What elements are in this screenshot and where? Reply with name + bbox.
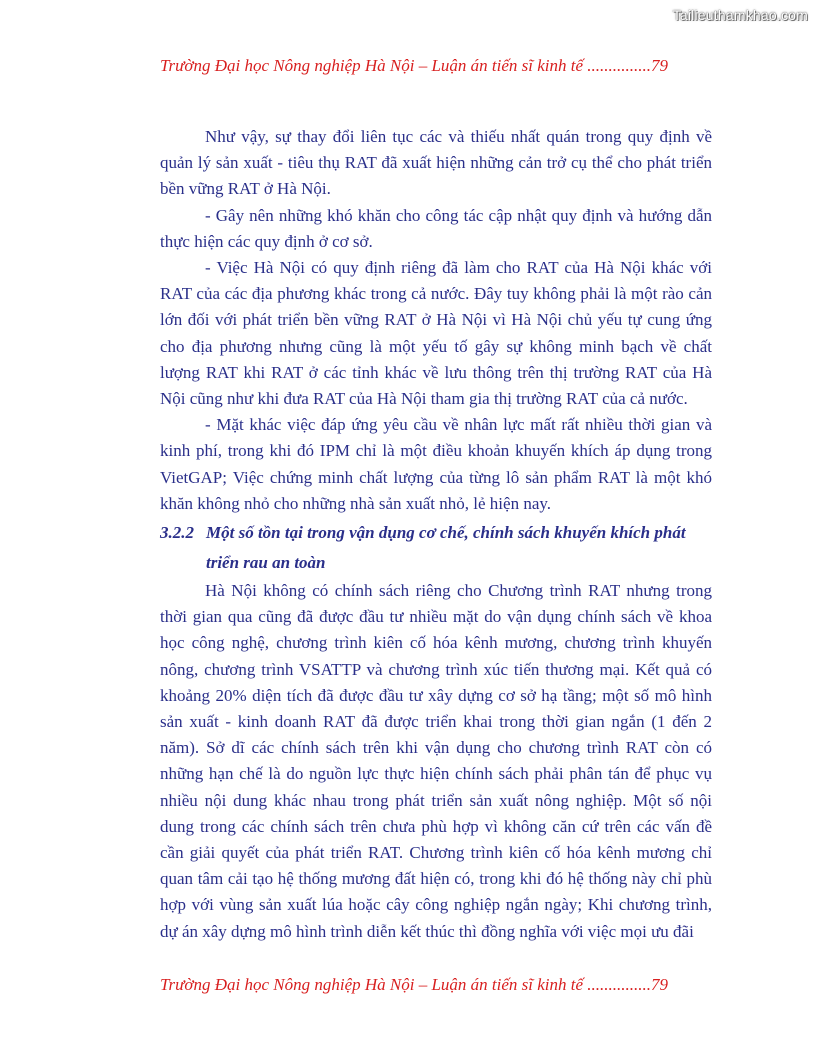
body-paragraph: - Mặt khác việc đáp ứng yêu cầu về nhân lực mất rất nhiều thời gian và kinh phí, trong khi đó IPM chỉ là một điều khoản khuyến khích áp dụng trong VietGAP; Việc chứng minh chất lượng của từng lô sản phẩm RAT là một khó khăn không nhỏ cho những nhà sản xuất nhỏ, lẻ hiện nay. [160, 415, 712, 513]
section-title: Một số tồn tại trong vận dụng cơ chế, chính sách khuyến khích phát triển rau an toàn [206, 523, 686, 573]
body-paragraph: - Việc Hà Nội có quy định riêng đã làm cho RAT của Hà Nội khác với RAT của các địa phương khác trong cả nước. Đây tuy không phải là một rào cản lớn đối với phát triển bền vững RAT ở Hà Nội vì Hà Nội chủ yếu tự cung ứng cho địa phương nhưng cũng là một yếu tố gây sự không minh bạch về chất lượng RAT khi RAT ở các tỉnh khác về lưu thông trên thị trường RAT của Hà Nội cũng như khi đưa RAT của Hà Nội tham gia thị trường RAT của cả nước. [160, 258, 712, 409]
body-paragraph: - Gây nên những khó khăn cho công tác cập nhật quy định và hướng dẫn thực hiện các quy định ở cơ sở. [160, 205, 712, 251]
section-heading [160, 518, 712, 578]
running-header: Trường Đại học Nông nghiệp Hà Nội – Luận án tiến sĩ kinh tế ...............79 [160, 56, 669, 75]
watermark-text: Tailieuthamkhao.com [672, 7, 808, 23]
section-number: 3.2.2 [160, 523, 194, 543]
body-paragraph: Như vậy, sự thay đổi liên tục các và thiếu nhất quán trong quy định về quản lý sản xuất - tiêu thụ RAT đã xuất hiện những cản trở cụ thể cho phát triển bền vững RAT ở Hà Nội. [160, 127, 712, 199]
page-body [160, 124, 712, 945]
body-paragraph: Hà Nội không có chính sách riêng cho Chương trình RAT nhưng trong thời gian qua cũng đã được đầu tư nhiều mặt do vận dụng chính sách về khoa học công nghệ, chương trình kiên cố hóa kênh mương, chương trình khuyến nông, chương trình VSATTP và chương trình xúc tiến thương mại. Kết quả có khoảng 20% diện tích đã được đầu tư xây dựng cơ sở hạ tầng; một số mô hình sản xuất - kinh doanh RAT đã được triển khai trong thời gian ngắn (1 đến 2 năm). Sở dĩ các chính sách trên khi vận dụng cho chương trình RAT còn có những hạn chế là do nguồn lực thực hiện chính sách phải phân tán để phục vụ nhiều nội dung khác nhau trong phát triển sản xuất nông nghiệp. Một số nội dung trong các chính sách trên chưa phù hợp vì không căn cứ trên các vấn đề cần giải quyết của phát triển RAT. Chương trình kiên cố hóa kênh mương chỉ quan tâm cải tạo hệ thống mương đất hiện có, trong khi đó hệ thống này chỉ phù hợp với vùng sản xuất lúa hoặc cây công nghiệp ngắn ngày; Khi chương trình, dự án xây dựng mô hình trình diễn kết thúc thì đồng nghĩa với việc mọi ưu đãi [160, 581, 712, 941]
running-footer: Trường Đại học Nông nghiệp Hà Nội – Luận án tiến sĩ kinh tế ...............79 [160, 975, 669, 994]
